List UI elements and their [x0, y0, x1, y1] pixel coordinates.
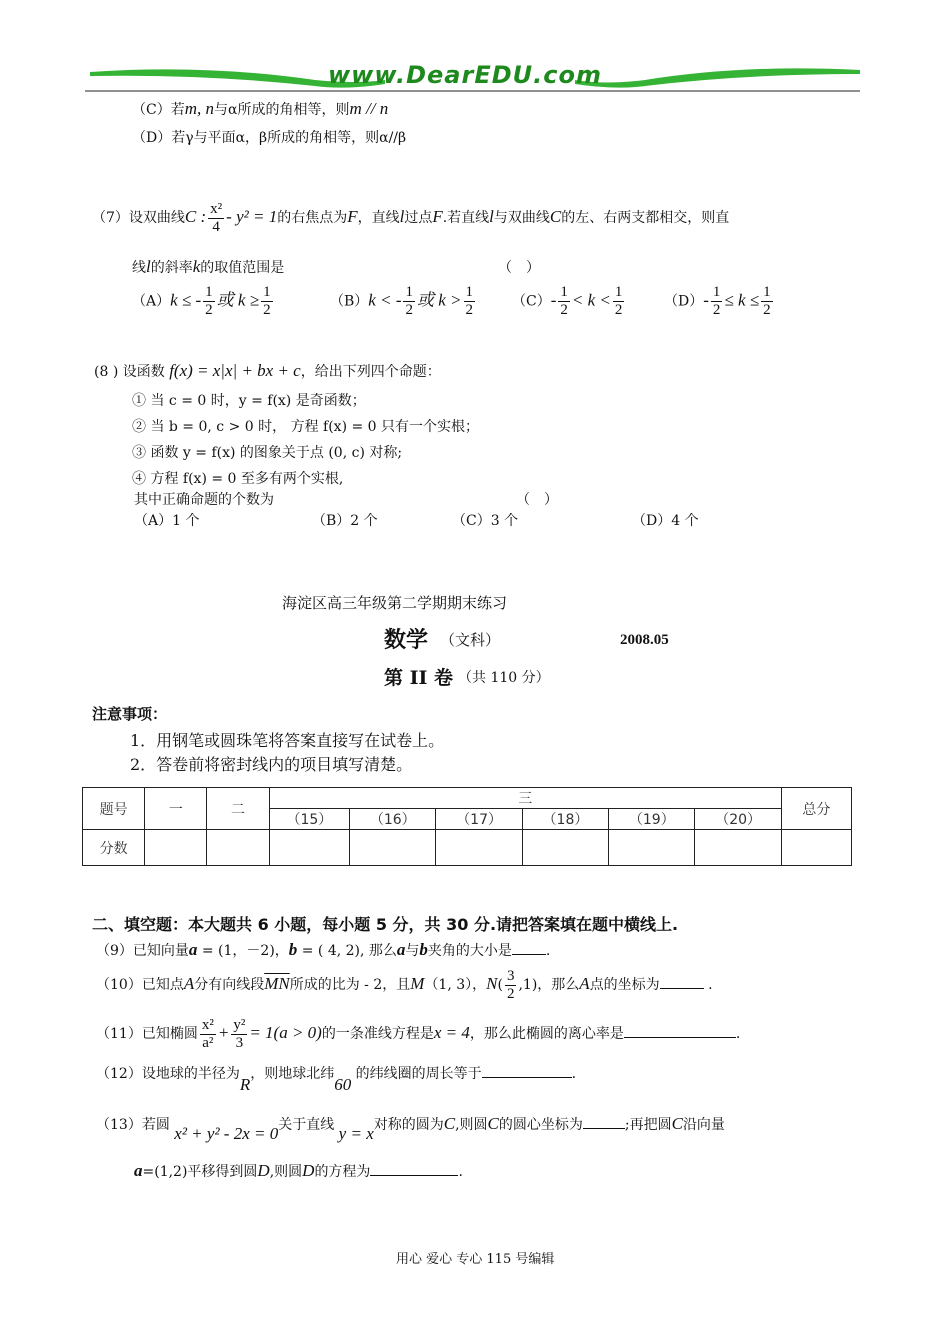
right-swoosh	[575, 68, 860, 87]
section2-title: 二、填空题：本大题共 6 小题，每小题 5 分，共 30 分.请把答案填在题中横线上.	[92, 915, 679, 934]
q8-option-b: （B）2 个	[312, 513, 378, 529]
score-cell[interactable]	[269, 830, 349, 866]
score-sub-17: （17）	[436, 809, 522, 830]
q13-line2: a=(1,2)平移得到圆D,则圆D的方程为 .	[134, 1161, 463, 1180]
subject-note: （文科）	[440, 631, 501, 649]
score-total-cell[interactable]	[781, 830, 851, 866]
q10: （10）已知点A分有向线段$\overline{MN}$所成的比为 - 2，且M（1, 3），N( $\frac{3}{2}$ ,1)，那么A点的坐标为 .	[96, 967, 713, 1002]
score-sub-15: （15）	[269, 809, 349, 830]
site-logo: www.DearEDU.com	[328, 61, 602, 89]
q7-option-a: （A）k ≤ - $\frac{1}{2}$ 或 k ≥ $\frac{1}{2}$	[132, 284, 271, 318]
score-cell[interactable]	[145, 830, 207, 866]
q6-option-c: （C）若m, n与α所成的角相等，则m // n	[132, 99, 389, 118]
q8-item-1: ① 当 c = 0 时，y = f(x) 是奇函数；	[132, 393, 366, 409]
q7-stem-line2: 线l的斜率k的取值范围是	[132, 257, 285, 276]
score-sub-16: （16）	[350, 809, 436, 830]
score-cell[interactable]	[695, 830, 781, 866]
footer-text: 用心 爱心 专心 115 号编辑	[396, 1252, 555, 1267]
q8-item-4: ④ 方程 f(x) = 0 至多有两个实根,	[132, 471, 344, 487]
score-row-label: 分数	[83, 830, 145, 866]
score-table	[82, 787, 852, 866]
score-col-1: 一	[145, 788, 207, 830]
notice-title: 注意事项：	[92, 705, 168, 723]
exam-date: 2008.05	[620, 632, 669, 648]
score-cell[interactable]	[207, 830, 269, 866]
score-col-2: 二	[207, 788, 269, 830]
q8-item-3: ③ 函数 y = f(x) 的图象关于点 (0, c) 对称;	[132, 445, 403, 461]
q11: （11）已知椭圆 $\frac{\text{x²}}{\text{a²}}$ + $\frac{\text{y²}}{3}$ = 1(a > 0)的一条准线方程是x = 4，那么此椭圆的离心率是 .	[96, 1016, 741, 1051]
score-cell[interactable]	[522, 830, 608, 866]
q9: （9）已知向量a = (1，－2)，b = ( 4, 2), 那么a与b夹角的大小是 .	[96, 940, 551, 959]
q13-line1: （13）若圆 x² + y² - 2x = 0关于直线 y = x对称的圆为C,则圆C的圆心坐标为 ;再把圆C沿向量	[96, 1114, 725, 1143]
q7-option-b: （B）k < - $\frac{1}{2}$ 或 k > $\frac{1}{2}$	[330, 284, 474, 318]
volume-note: （共 110 分）	[458, 670, 550, 686]
q8-option-a: （A）1 个	[134, 513, 200, 529]
score-cell[interactable]	[350, 830, 436, 866]
score-sub-20: （20）	[695, 809, 781, 830]
score-header-label: 题号	[83, 788, 145, 830]
q8-answer-paren: （ ）	[516, 492, 558, 508]
score-sub-19: （19）	[609, 809, 695, 830]
volume-title: 第 II 卷	[384, 667, 454, 689]
q6-option-d: （D）若γ与平面α，β所成的角相等，则α//β	[132, 130, 407, 146]
q8-option-c: （C）3 个	[452, 513, 519, 529]
score-total-header: 总分	[781, 788, 851, 830]
school-exam-title: 海淀区高三年级第二学期期末练习	[282, 594, 508, 612]
q7-option-d: （D）- $\frac{1}{2}$ ≤ k ≤ $\frac{1}{2}$	[664, 284, 771, 318]
score-col-3: 三	[269, 788, 781, 809]
q8-stem: (8 ) 设函数 f(x) = x|x| + bx + c，给出下列四个命题：	[94, 361, 441, 380]
q7-answer-paren: （ ）	[498, 260, 540, 276]
score-cell[interactable]	[436, 830, 522, 866]
score-cell[interactable]	[609, 830, 695, 866]
q8-item-2: ② 当 b = 0, c > 0 时， 方程 f(x) = 0 只有一个实根；	[132, 419, 480, 435]
notice-item-2: 2．答卷前将密封线内的项目填写清楚。	[130, 755, 413, 774]
q12: （12）设地球的半径为R，则地球北纬60 的纬线圈的周长等于 .	[96, 1063, 576, 1083]
notice-item-1: 1．用钢笔或圆珠笔将答案直接写在试卷上。	[130, 731, 445, 750]
q8-option-d: （D）4 个	[632, 513, 699, 529]
q8-count-question: 其中正确命题的个数为	[134, 492, 274, 508]
q7-option-c: （C）- $\frac{1}{2}$ < k < $\frac{1}{2}$	[512, 284, 623, 318]
score-sub-18: （18）	[522, 809, 608, 830]
q7-stem: （7）设双曲线C : $\frac{\text{x²}}{4}$ - y² = 1的右焦点为F，直线l过点F.若直线l与双曲线C的左、右两支都相交，则直	[92, 200, 730, 235]
subject-title: 数学	[384, 627, 429, 653]
